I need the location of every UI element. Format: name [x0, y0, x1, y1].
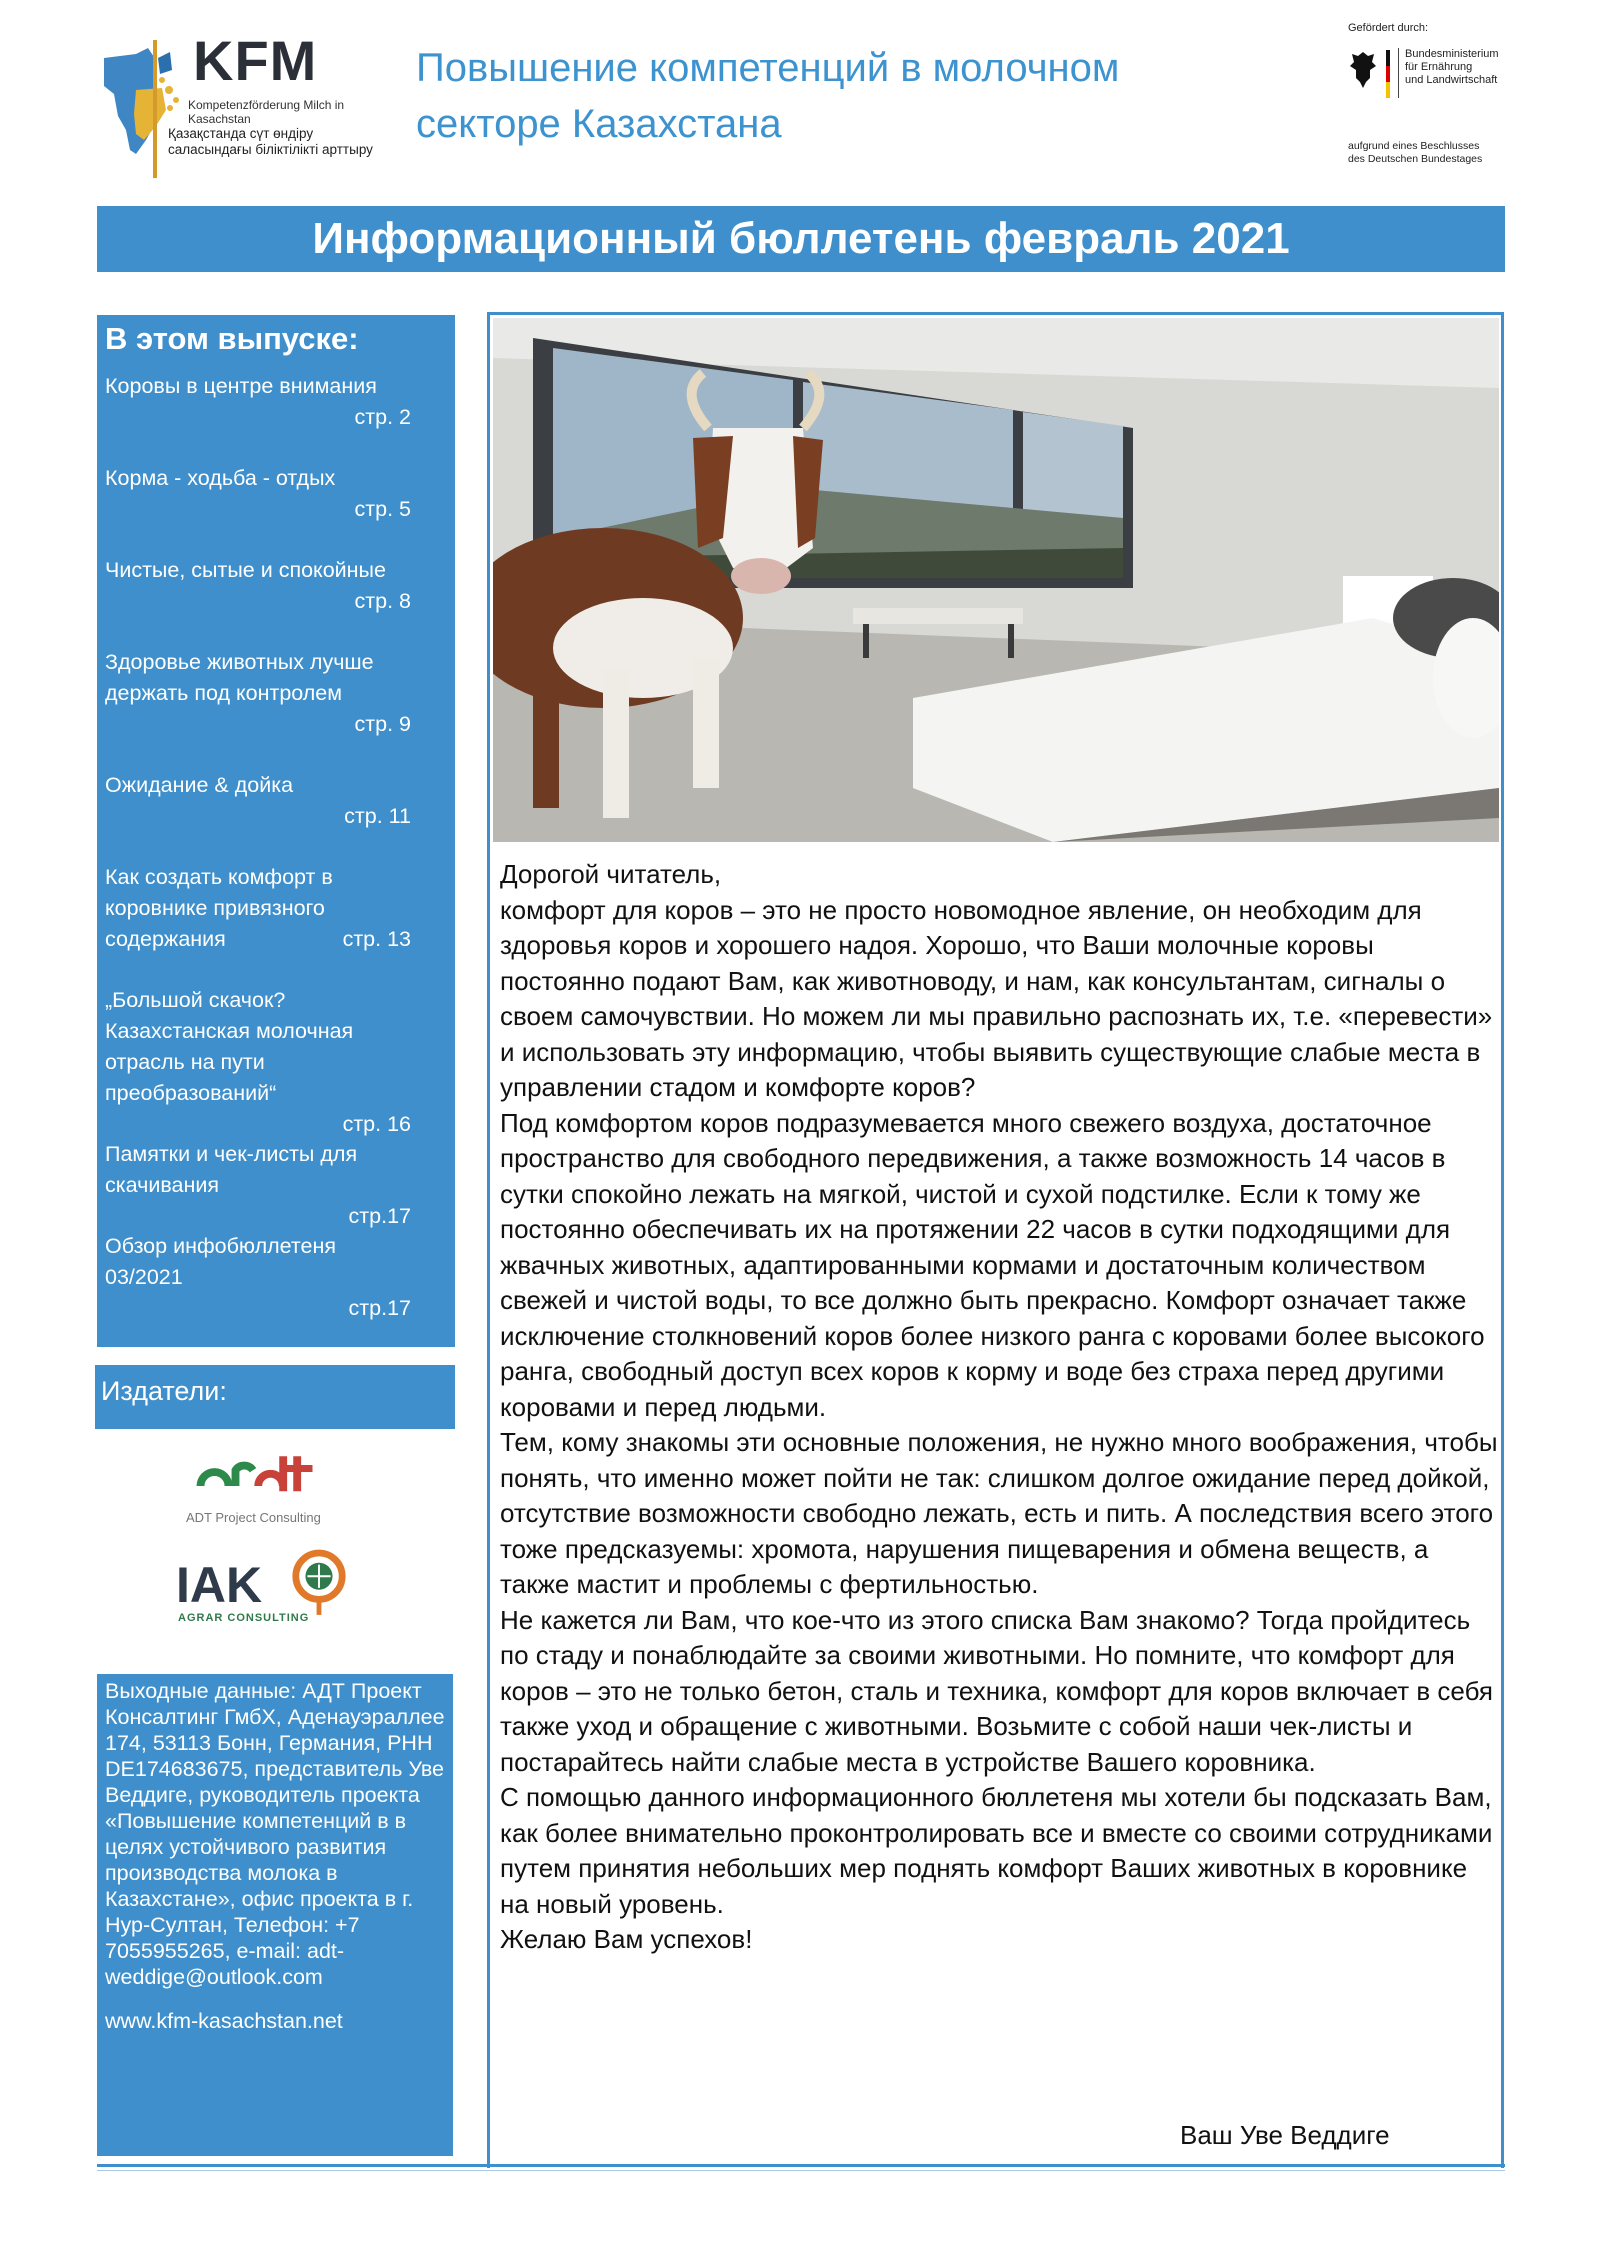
toc-item-page: стр. 9 [354, 712, 411, 736]
toc-item-page: стр.17 [348, 1204, 411, 1228]
letter-paragraph: Тем, кому знакомы эти основные положения, не нужно много воображения, чтобы понять, что именно может пойти не так: слишком долгое ожидание перед дойкой, отсутствие возможности свободно лежать, есть и пить. А последствия всего этого тоже предсказуемы: хромота, нарушения пищеварения и обмена веществ, а также мастит и проблемы с фертильностью. [500, 1427, 1498, 1599]
imprint-box [97, 1674, 453, 2156]
kfm-logo-subtitle-kz: Қазақстанда сүт өндіру саласындағы біліктілікті арттыру [168, 126, 373, 157]
kfm-logo-title: KFM [193, 29, 318, 92]
toc-item-page: стр. 2 [354, 405, 411, 429]
funder-block [1348, 22, 1538, 166]
funder-note-line2: des Deutschen Bundestages [1348, 153, 1483, 165]
project-title-line1: Повышение компетенций в молочном [416, 46, 1120, 90]
toc-item-page: стр. 16 [342, 1112, 411, 1136]
letter-greeting: Дорогой читатель, [500, 859, 722, 889]
toc-item[interactable] [105, 555, 445, 617]
kfm-logo-subtitle-de: Kompetenzförderung Milch in Kasachstan [188, 98, 345, 126]
toc-item-label: отрасль на пути [105, 1050, 265, 1074]
letter-signature: Ваш Уве Веддиге [1180, 2120, 1390, 2150]
toc-item-label: Памятки и чек-листы для [105, 1142, 358, 1166]
toc-item-label: коровнике привязного [105, 896, 325, 920]
project-title [416, 40, 1216, 152]
toc-item-label: 03/2021 [105, 1265, 183, 1289]
toc-sidebar [97, 315, 455, 1347]
iak-name: IAK [176, 1557, 263, 1613]
letter-paragraph: Не кажется ли Вам, что кое-что из этого списка Вам знакомо? Тогда пройдитесь по стаду и понаблюдайте за своими животными. Но помните, что комфорт для коров – это не только бетон, сталь и техника, комфорт для коров включает в себя также уход и обращение с животными. Возьмите с собой наши чек-листы и постарайтесь найти слабые места в устройстве Вашего коровника. [500, 1604, 1493, 1777]
toc-item-label: Ожидание & дойка [105, 773, 294, 797]
funder-note [1348, 140, 1538, 166]
imprint-website[interactable]: www.kfm-kasachstan.net [105, 2009, 343, 2033]
toc-item-label: Коровы в центре внимания [105, 374, 377, 398]
toc-item-page: стр. 13 [342, 927, 411, 951]
letter-closing: Желаю Вам успехов! [500, 1924, 753, 1954]
toc-item[interactable] [105, 1139, 445, 1232]
adt-logo-icon [184, 1444, 364, 1514]
toc-item-label: держать под контролем [105, 681, 343, 705]
toc-heading: В этом выпуске: [105, 321, 359, 356]
toc-item-page: стр. 11 [344, 804, 411, 828]
toc-item[interactable] [105, 647, 445, 740]
toc-item-label: Казахстанская молочная [105, 1019, 354, 1043]
toc-item-page: стр. 8 [354, 589, 411, 613]
cover-photo [493, 318, 1499, 842]
toc-item-label: Корма - ходьба - отдых [105, 466, 336, 490]
funder-by-label: Gefördert durch: [1348, 22, 1429, 34]
imprint-text: Выходные данные: АДТ Проект Консалтинг ГмбХ, Аденауэраллее 174, 53113 Бонн, Германия, РНН DE174683675, представитель Уве Веддиге, руководитель проекта «Повышение компетенций в в целях устойчивого развития производства молока в Казахстане», офис проекта в г. Нур-Султан, Телефон: +7 7055955265, e-mail: adt-weddige@outlook.com [105, 1679, 445, 1989]
toc-item-label: Обзор инфобюллетеня [105, 1234, 336, 1258]
toc-item-label: преобразований“ [105, 1081, 277, 1105]
iak-globe-icon [290, 1548, 348, 1618]
bottom-divider [97, 2164, 1505, 2167]
toc-item-label: Здоровье животных лучше [105, 650, 374, 674]
toc-item-label: Чистые, сытые и спокойные [105, 558, 386, 582]
funder-ministry-line3: und Landwirtschaft [1405, 74, 1498, 86]
funder-ministry-line2: für Ernährung [1405, 61, 1473, 73]
toc-item-label: содержания [105, 927, 226, 951]
toc-item-page: стр. 5 [354, 497, 411, 521]
funder-ministry [1398, 48, 1499, 98]
letter-paragraph: Под комфортом коров подразумевается много свежего воздуха, достаточное пространство для свободного передвижения, а также возможность 14 часов в сутки спокойно лежать на мягкой, чистой и сухой подстилке. Если к тому же постоянно обеспечивать их на протяжении 22 часов в сутки подходящими для жвачных животных, адаптированными кормами и достаточным количеством свежей и чистой воды, то все должно быть прекрасно. Комфорт означает также исключение столкновений коров более низкого ранга с коровами более высокого ранга, свободный доступ всех коров к корму и воде без страха перед другими коровами и перед людьми. [500, 1107, 1485, 1422]
adt-caption: ADT Project Consulting [186, 1510, 321, 1525]
newsletter-title-bar: Информационный бюллетень февраль 2021 [97, 206, 1505, 272]
cow-bedroom-illustration [493, 318, 1499, 842]
toc-item[interactable] [105, 463, 445, 525]
toc-item-row [105, 924, 445, 955]
project-title-line2: секторе Казахстана [416, 102, 782, 146]
letter-paragraph: комфорт для коров – это не просто новомодное явление, он необходим для здоровья коров и хорошего надоя. Хорошо, что Ваши молочные коровы постоянно подают Вам, как животноводу, и нам, как консультантам, сигналы о своем самочувствии. Но можем ли мы правильно распознать их, т.е. «перевести» и использовать эту информацию, чтобы выявить существующие слабые места в управлении стадом и комфорте коров? [500, 894, 1493, 1102]
toc-item[interactable] [105, 862, 445, 955]
funder-note-line1: aufgrund eines Beschlusses [1348, 140, 1480, 152]
bottom-divider-thin [97, 2170, 1505, 2171]
letter-paragraph: С помощью данного информационного бюллетеня мы хотели бы подсказать Вам, как более внимательно проконтролировать все и вместе со своими сотрудниками путем принятия небольших мер поднять комфорт Ваших животных в коровнике на новый уровень. [500, 1782, 1493, 1919]
toc-item-label: скачивания [105, 1173, 219, 1197]
iak-sub: AGRAR CONSULTING [178, 1612, 310, 1624]
german-flag-stripe [1386, 50, 1390, 98]
toc-item[interactable] [105, 770, 445, 832]
german-eagle-icon [1348, 48, 1378, 94]
toc-item-page: стр.17 [348, 1296, 411, 1320]
editorial-letter [500, 857, 1500, 1958]
toc-item[interactable] [105, 371, 445, 433]
funder-ministry-line1: Bundesministerium [1405, 48, 1499, 60]
toc-item-label: Как создать комфорт в [105, 865, 333, 889]
iak-logo [172, 1548, 372, 1628]
toc-item-label: „Большой скачок? [105, 988, 286, 1012]
toc-item[interactable] [105, 1231, 445, 1324]
publishers-heading: Издатели: [95, 1365, 455, 1429]
toc-item[interactable] [105, 985, 445, 1140]
